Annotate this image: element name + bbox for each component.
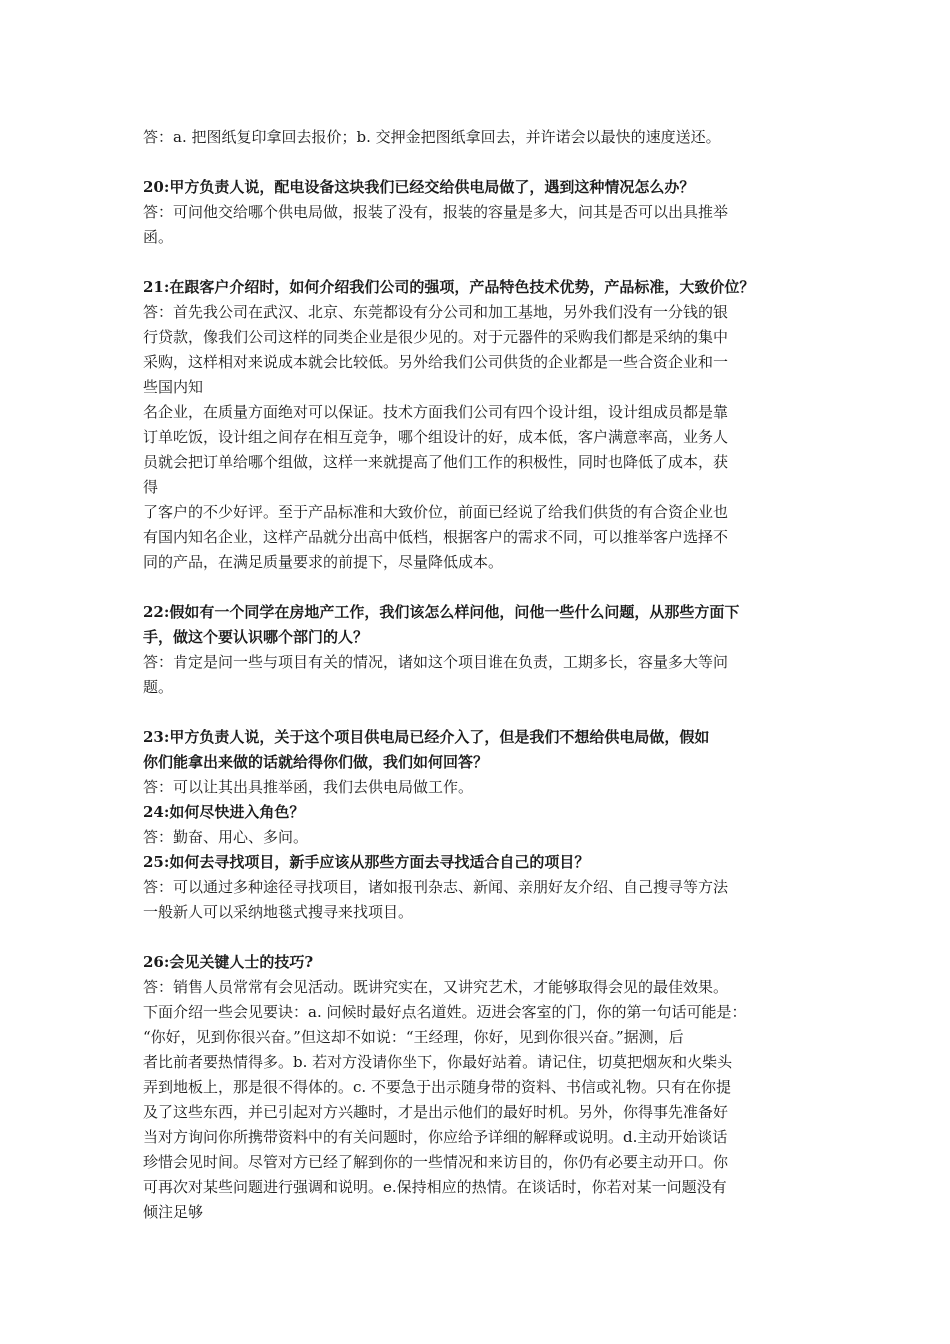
text-line: 你们能拿出来做的话就给得你们做，我们如何回答？ — [143, 753, 489, 771]
text-line: 手，做这个要认识哪个部门的人？ — [143, 628, 369, 646]
text-line: 答：肯定是问一些与项目有关的情况，诸如这个项目谁在负责，工期多长，容量多大等问 — [143, 653, 729, 671]
question-heading — [143, 175, 820, 200]
question-heading — [143, 800, 820, 825]
text-line: 及了这些东西，并已引起对方兴趣时，才是出示他们的最好时机。另外，你得事先准备好 — [143, 1103, 729, 1121]
answer-paragraph — [143, 200, 820, 250]
text-line: 答：首先我公司在武汉、北京、东莞都设有分公司和加工基地，另外我们没有一分钱的银 — [143, 303, 729, 321]
question-heading — [143, 850, 820, 875]
paragraph-gap — [143, 250, 820, 275]
answer-paragraph — [143, 775, 820, 800]
paragraph-gap — [143, 575, 820, 600]
text-line: 当对方询问你所携带资料中的有关问题时，你应给予详细的解释或说明。d.主动开始谈话 — [143, 1128, 728, 1146]
text-line: 采购，这样相对来说成本就会比较低。另外给我们公司供货的企业都是一些合资企业和一 — [143, 353, 729, 371]
text-line: 有国内知名企业，这样产品就分出高中低档，根据客户的需求不同，可以推举客户选择不 — [143, 528, 729, 546]
answer-paragraph — [143, 125, 820, 150]
text-line: 订单吃饭，设计组之间存在相互竞争，哪个组设计的好，成本低，客户满意率高，业务人 — [143, 428, 729, 446]
text-line: 弄到地板上，那是很不得体的。c. 不要急于出示随身带的资料、书信或礼物。只有在你提 — [143, 1078, 731, 1096]
text-line: 20:甲方负责人说，配电设备这块我们已经交给供电局做了，遇到这种情况怎么办？ — [143, 178, 695, 196]
text-line: 23:甲方负责人说，关于这个项目供电局已经介入了，但是我们不想给供电局做，假如 — [143, 728, 710, 746]
text-line: 24:如何尽快进入角色？ — [143, 803, 305, 821]
text-line: 答：可问他交给哪个供电局做，报装了没有，报装的容量是多大，问其是否可以出具推举 — [143, 203, 729, 221]
text-line: 26:会见关键人士的技巧? — [143, 953, 314, 971]
text-line: 21:在跟客户介绍时，如何介绍我们公司的强项，产品特色技术优势，产品标准，大致价位？ — [143, 278, 755, 296]
paragraph-gap — [143, 700, 820, 725]
text-line: 同的产品，在满足质量要求的前提下，尽量降低成本。 — [143, 553, 504, 571]
text-line: 行贷款，像我们公司这样的同类企业是很少见的。对于元器件的采购我们都是采纳的集中 — [143, 328, 729, 346]
question-heading — [143, 600, 820, 650]
text-line: 下面介绍一些会见要诀：a. 问候时最好点名道姓。迈进会客室的门，你的第一句话可能是： — [143, 1003, 747, 1021]
text-line: 员就会把订单给哪个组做，这样一来就提高了他们工作的积极性，同时也降低了成本，获 — [143, 453, 729, 471]
answer-paragraph — [143, 825, 820, 850]
text-line: 答：可以通过多种途径寻找项目，诸如报刊杂志、新闻、亲朋好友介绍、自己搜寻等方法 — [143, 878, 729, 896]
text-line: 答：勤奋、用心、多问。 — [143, 828, 309, 846]
text-line: 得 — [143, 478, 159, 496]
text-line: 答：a. 把图纸复印拿回去报价；b. 交押金把图纸拿回去，并许诺会以最快的速度送还。 — [143, 128, 721, 146]
answer-paragraph — [143, 300, 820, 575]
question-heading — [143, 950, 820, 975]
text-line: 者比前者要热情得多。b. 若对方没请你坐下，你最好站着。请记住，切莫把烟灰和火柴头 — [143, 1053, 733, 1071]
text-line: 函。 — [143, 228, 174, 246]
text-line: 25:如何去寻找项目，新手应该从那些方面去寻找适合自己的项目？ — [143, 853, 590, 871]
text-line: 珍惜会见时间。尽管对方已经了解到你的一些情况和来访目的，你仍有必要主动开口。你 — [143, 1153, 729, 1171]
paragraph-gap — [143, 150, 820, 175]
text-line: 22:假如有一个同学在房地产工作，我们该怎么样问他，问他一些什么问题，从那些方面下 — [143, 603, 740, 621]
text-line: 名企业，在质量方面绝对可以保证。技术方面我们公司有四个设计组，设计组成员都是靠 — [143, 403, 729, 421]
answer-paragraph — [143, 650, 820, 700]
text-line: 些国内知 — [143, 378, 204, 396]
question-heading — [143, 725, 820, 775]
text-line: 题。 — [143, 678, 174, 696]
paragraph-gap — [143, 925, 820, 950]
text-line: 倾注足够 — [143, 1203, 204, 1221]
answer-paragraph — [143, 975, 820, 1225]
text-line: 可再次对某些问题进行强调和说明。e.保持相应的热情。在谈话时，你若对某一问题没有 — [143, 1178, 727, 1196]
text-line: 了客户的不少好评。至于产品标准和大致价位，前面已经说了给我们供货的有合资企业也 — [143, 503, 729, 521]
text-line: 答：可以让其出具推举函，我们去供电局做工作。 — [143, 778, 474, 796]
text-line: 一般新人可以采纳地毯式搜寻来找项目。 — [143, 903, 414, 921]
text-line: “你好，见到你很兴奋。”但这却不如说：“王经理，你好，见到你很兴奋。”据测，后 — [143, 1028, 684, 1046]
text-line: 答：销售人员常常有会见活动。既讲究实在，又讲究艺术，才能够取得会见的最佳效果。 — [143, 978, 729, 996]
question-heading — [143, 275, 820, 300]
answer-paragraph — [143, 875, 820, 925]
